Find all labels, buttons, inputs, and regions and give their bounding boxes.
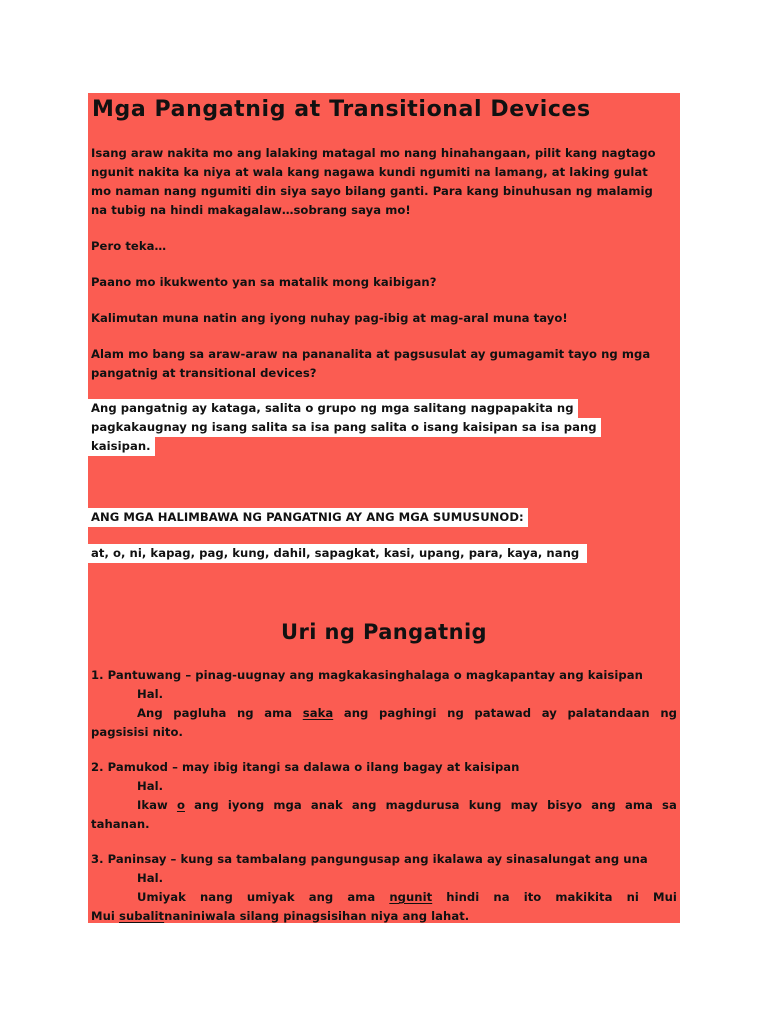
page-title: Mga Pangatnig at Transitional Devices xyxy=(92,97,591,122)
word: makikita xyxy=(555,890,613,904)
word: pagluha xyxy=(173,706,227,720)
type-paninsay-label: 3. Paninsay – kung sa tambalang pangungusap ang ikalawa ay sinasalungat ang una xyxy=(91,852,648,866)
word: sa xyxy=(662,798,677,812)
word: naniniwala silang pinagsisihan niya ang lahat. xyxy=(164,909,470,923)
word: patawad xyxy=(474,706,532,720)
word: na xyxy=(493,890,510,904)
word: kung xyxy=(468,798,502,812)
type-pamukod-hal: Hal. xyxy=(137,779,164,793)
word: may xyxy=(510,798,538,812)
type-pamukod-label: 2. Pamukod – may ibig itangi sa dalawa o ilang bagay at kaisipan xyxy=(91,760,520,774)
word: ng xyxy=(447,706,464,720)
word: ni xyxy=(626,890,639,904)
conjunction-word: o xyxy=(176,798,185,812)
type-pantuwang-label: 1. Pantuwang – pinag-uugnay ang magkakasinghalaga o magkapantay ang kaisipan xyxy=(91,668,643,682)
word: Ang xyxy=(137,706,163,720)
type-pantuwang-example xyxy=(137,704,677,723)
word: iyong xyxy=(227,798,265,812)
type-paninsay-hal: Hal. xyxy=(137,871,164,885)
type-pamukod-example-end: tahanan. xyxy=(91,817,150,831)
examples-list: at, o, ni, kapag, pag, kung, dahil, sapagkat, kasi, upang, para, kaya, nang xyxy=(88,544,587,563)
type-pamukod-example xyxy=(137,796,677,815)
word: nang xyxy=(199,890,233,904)
word: anak xyxy=(310,798,343,812)
intro-line: na tubig na hindi makagalaw…sobrang saya mo! xyxy=(91,203,411,217)
type-pantuwang-example-end: pagsisisi nito. xyxy=(91,725,183,739)
examples-heading: ANG MGA HALIMBAWA NG PANGATNIG AY ANG MGA SUMUSUNOD: xyxy=(88,508,528,527)
pero-line: Pero teka… xyxy=(91,239,167,253)
word: Mui xyxy=(652,890,677,904)
word: mga xyxy=(273,798,302,812)
word: ng xyxy=(660,706,677,720)
word: Mui xyxy=(91,909,120,923)
word: ang xyxy=(308,890,334,904)
word: ng xyxy=(236,706,254,720)
word: bisyo xyxy=(547,798,583,812)
word: ito xyxy=(523,890,542,904)
conjunction-word: subalit xyxy=(119,909,165,923)
type-pantuwang-hal: Hal. xyxy=(137,687,164,701)
conjunction-word: ngunit xyxy=(389,890,433,904)
word: paghingi xyxy=(378,706,437,720)
paano-line: Paano mo ikukwento yan sa matalik mong kaibigan? xyxy=(91,275,437,289)
alam-line: Alam mo bang sa araw-araw na pananalita at pagsusulat ay gumagamit tayo ng mga xyxy=(91,347,651,361)
word: ang xyxy=(343,706,369,720)
document-page xyxy=(88,93,680,923)
types-heading: Uri ng Pangatnig xyxy=(281,620,487,644)
intro-line: mo naman nang ngumiti din siya sayo bilang ganti. Para kang binuhusan ng malamig xyxy=(91,184,653,198)
definition-line: pagkakaugnay ng isang salita sa isa pang salita o isang kaisipan sa isa pang xyxy=(88,418,601,437)
word: umiyak xyxy=(246,890,295,904)
word: Umiyak xyxy=(137,890,186,904)
word: ama xyxy=(347,890,376,904)
word: ang xyxy=(351,798,377,812)
word: ang xyxy=(591,798,616,812)
word: hindi xyxy=(446,890,480,904)
type-paninsay-example-end xyxy=(91,907,469,926)
word: palatandaan xyxy=(567,706,650,720)
definition-block xyxy=(88,399,601,456)
type-paninsay-example xyxy=(137,888,677,907)
definition-line: kaisipan. xyxy=(88,437,155,456)
conjunction-word: saka xyxy=(302,706,334,720)
word: ama xyxy=(264,706,293,720)
examples-list-wrap xyxy=(88,544,587,563)
intro-line: Isang araw nakita mo ang lalaking matagal mo nang hinahangaan, pilit kang nagtago xyxy=(91,146,656,160)
examples-heading-wrap xyxy=(88,508,528,527)
alam-line: pangatnig at transitional devices? xyxy=(91,366,317,380)
word: ama xyxy=(624,798,653,812)
intro-line: ngunit nakita ka niya at wala kang nagawa kundi ngumiti na lamang, at laking gulat xyxy=(91,165,648,179)
word: ang xyxy=(194,798,219,812)
definition-line: Ang pangatnig ay kataga, salita o grupo ng mga salitang nagpapakita ng xyxy=(88,399,578,418)
word: ay xyxy=(541,706,557,720)
word: Ikaw xyxy=(137,798,168,812)
kalimutan-line: Kalimutan muna natin ang iyong nuhay pag-ibig at mag-aral muna tayo! xyxy=(91,311,568,325)
word: magdurusa xyxy=(385,798,460,812)
